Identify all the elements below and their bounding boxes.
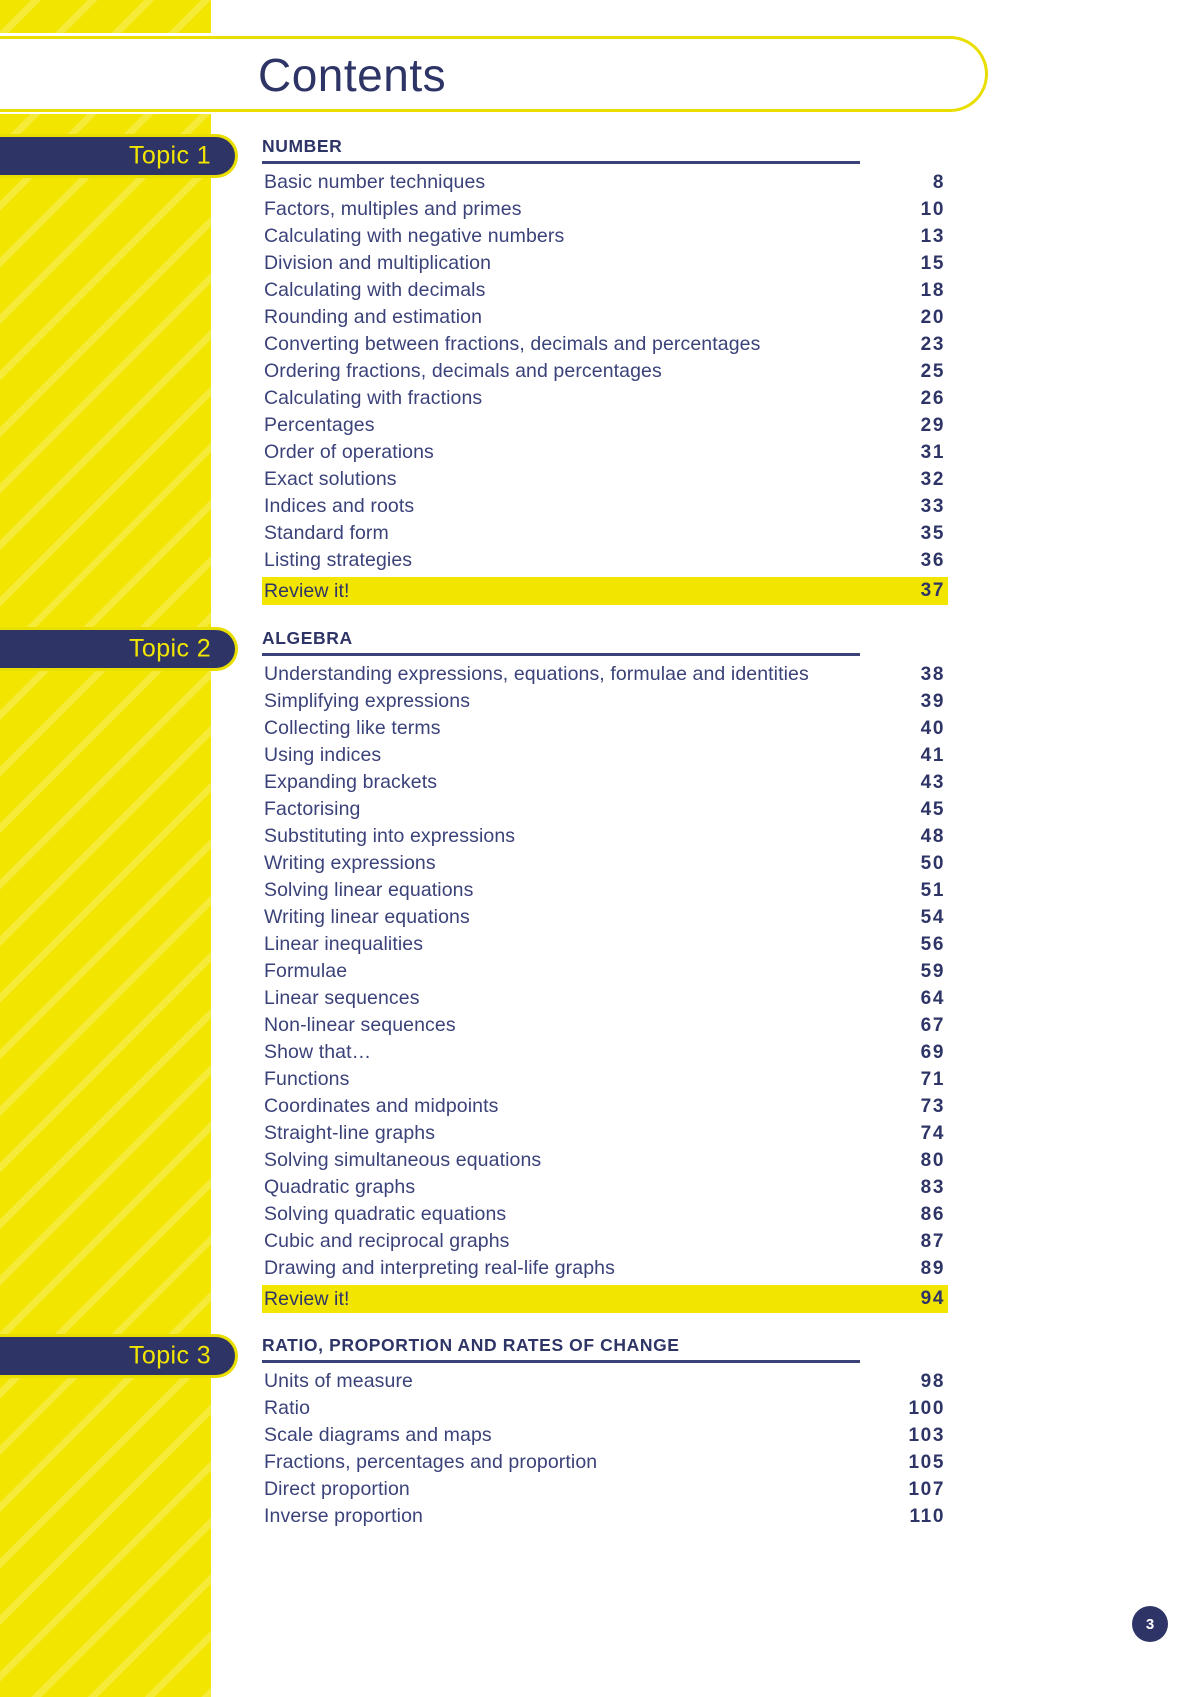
section-divider [262,161,860,164]
contents-entry-row[interactable] [262,690,948,717]
entry-title: Linear sequences [264,987,420,1010]
contents-entry-row[interactable] [262,1041,948,1068]
entry-title: Coordinates and midpoints [264,1095,499,1118]
contents-entry-row[interactable] [262,360,948,387]
contents-entry-row[interactable] [262,1203,948,1230]
contents-entry-row[interactable] [262,1370,948,1397]
entry-page-number: 71 [920,1069,945,1091]
entry-page-number: 15 [920,253,945,275]
entry-page-number: 13 [920,226,945,248]
topic-section-1 [262,136,948,605]
contents-entry-row[interactable] [262,1122,948,1149]
contents-entry-row[interactable] [262,279,948,306]
entry-page-number: 67 [920,1015,945,1037]
entry-title: Understanding expressions, equations, formulae and identities [264,663,809,686]
contents-entry-row[interactable] [262,252,948,279]
contents-entry-row[interactable] [262,1176,948,1203]
entry-page-number: 83 [920,1177,945,1199]
contents-entry-row[interactable] [262,960,948,987]
contents-entry-row[interactable] [262,306,948,333]
contents-entry-row[interactable] [262,495,948,522]
entry-page-number: 103 [908,1425,945,1447]
contents-entry-row[interactable] [262,852,948,879]
entry-page-number: 45 [920,799,945,821]
contents-entry-row[interactable] [262,1478,948,1505]
review-it-row[interactable] [262,577,948,605]
contents-entry-row[interactable] [262,441,948,468]
entry-title: Formulae [264,960,348,983]
contents-entry-row[interactable] [262,1424,948,1451]
entry-page-number: 50 [920,853,945,875]
contents-entry-row[interactable] [262,987,948,1014]
contents-entry-row[interactable] [262,744,948,771]
entry-title: Ordering fractions, decimals and percentages [264,360,662,383]
entry-page-number: 23 [920,334,945,356]
entry-title: Direct proportion [264,1478,410,1501]
entry-page-number: 38 [920,664,945,686]
entry-page-number: 73 [920,1096,945,1118]
entry-page-number: 51 [920,880,945,902]
contents-entry-row[interactable] [262,171,948,198]
entry-page-number: 56 [920,934,945,956]
entry-page-number: 36 [920,550,945,572]
section-divider [262,1360,860,1363]
entry-title: Indices and roots [264,495,415,518]
entry-title: Basic number techniques [264,171,486,194]
entry-title: Functions [264,1068,350,1091]
topic-section-3 [262,1335,948,1532]
entry-page-number: 8 [932,172,945,194]
entry-title: Solving quadratic equations [264,1203,507,1226]
page-number-badge: 3 [1132,1606,1168,1642]
contents-entry-row[interactable] [262,1397,948,1424]
contents-entry-row[interactable] [262,825,948,852]
entry-title: Expanding brackets [264,771,438,794]
entry-page-number: 32 [920,469,945,491]
entry-title: Drawing and interpreting real-life graphs [264,1257,615,1280]
entry-page-number: 107 [908,1479,945,1501]
contents-entry-row[interactable] [262,387,948,414]
contents-entry-row[interactable] [262,549,948,576]
entry-title: Quadratic graphs [264,1176,416,1199]
section-divider [262,653,860,656]
entry-page-number: 80 [920,1150,945,1172]
entry-page-number: 86 [920,1204,945,1226]
entry-page-number: 94 [920,1288,945,1310]
contents-entry-row[interactable] [262,1014,948,1041]
entry-page-number: 10 [920,199,945,221]
contents-header-pill [0,36,988,112]
contents-entry-row[interactable] [262,522,948,549]
entry-title: Straight-line graphs [264,1122,436,1145]
contents-entry-row[interactable] [262,663,948,690]
contents-entry-row[interactable] [262,414,948,441]
entry-page-number: 31 [920,442,945,464]
entry-title: Cubic and reciprocal graphs [264,1230,510,1253]
topic-section-2 [262,628,948,1313]
contents-entry-list [262,663,948,1313]
contents-entry-row[interactable] [262,1505,948,1532]
contents-entry-row[interactable] [262,1149,948,1176]
entry-page-number: 74 [920,1123,945,1145]
entry-title: Standard form [264,522,389,545]
entry-page-number: 25 [920,361,945,383]
review-it-row[interactable] [262,1285,948,1313]
entry-page-number: 69 [920,1042,945,1064]
entry-title: Order of operations [264,441,434,464]
entry-title: Ratio [264,1397,311,1420]
entry-title: Fractions, percentages and proportion [264,1451,598,1474]
entry-title: Rounding and estimation [264,306,483,329]
section-heading: RATIO, PROPORTION AND RATES OF CHANGE [262,1335,680,1355]
entry-title: Using indices [264,744,382,767]
contents-entry-row[interactable] [262,333,948,360]
entry-title: Writing expressions [264,852,436,875]
entry-page-number: 43 [920,772,945,794]
entry-title: Factorising [264,798,361,821]
topic-badge-label: Topic 1 [128,141,211,170]
entry-title: Substituting into expressions [264,825,516,848]
entry-title: Calculating with fractions [264,387,483,410]
entry-page-number: 105 [908,1452,945,1474]
entry-title: Percentages [264,414,375,437]
entry-page-number: 41 [920,745,945,767]
entry-title: Calculating with decimals [264,279,486,302]
contents-entry-row[interactable] [262,1230,948,1257]
topic-badge-label: Topic 2 [128,634,211,663]
entry-title: Scale diagrams and maps [264,1424,492,1447]
entry-title: Exact solutions [264,468,397,491]
entry-title: Review it! [264,1287,350,1310]
contents-entry-list [262,171,948,605]
entry-title: Division and multiplication [264,252,492,275]
entry-title: Writing linear equations [264,906,470,929]
entry-page-number: 110 [909,1506,945,1528]
section-heading: NUMBER [262,136,343,156]
contents-entry-row[interactable] [262,225,948,252]
entry-page-number: 98 [920,1371,945,1393]
entry-title: Review it! [264,579,350,602]
entry-title: Inverse proportion [264,1505,423,1528]
entry-title: Factors, multiples and primes [264,198,522,221]
entry-title: Collecting like terms [264,717,441,740]
contents-entry-row[interactable] [262,1068,948,1095]
contents-entry-row[interactable] [262,879,948,906]
entry-page-number: 20 [920,307,945,329]
entry-page-number: 26 [920,388,945,410]
entry-page-number: 29 [920,415,945,437]
entry-page-number: 35 [920,523,945,545]
contents-entry-row[interactable] [262,798,948,825]
entry-page-number: 89 [920,1258,945,1280]
entry-page-number: 54 [920,907,945,929]
entry-page-number: 48 [920,826,945,848]
entry-title: Show that… [264,1041,372,1064]
entry-title: Units of measure [264,1370,413,1393]
entry-page-number: 18 [920,280,945,302]
entry-page-number: 59 [920,961,945,983]
topic-badge-label: Topic 3 [128,1341,211,1370]
page-title: Contents [258,49,447,101]
entry-page-number: 100 [908,1398,945,1420]
entry-page-number: 39 [920,691,945,713]
entry-title: Solving simultaneous equations [264,1149,542,1172]
contents-entry-row[interactable] [262,933,948,960]
entry-page-number: 64 [920,988,945,1010]
entry-title: Listing strategies [264,549,413,572]
contents-entry-row[interactable] [262,1095,948,1122]
contents-entry-row[interactable] [262,1257,948,1284]
entry-title: Non-linear sequences [264,1014,456,1037]
contents-entry-row[interactable] [262,771,948,798]
contents-entry-row[interactable] [262,198,948,225]
contents-entry-row[interactable] [262,906,948,933]
entry-page-number: 87 [920,1231,945,1253]
entry-page-number: 40 [920,718,945,740]
entry-title: Simplifying expressions [264,690,471,713]
entry-title: Calculating with negative numbers [264,225,565,248]
entry-title: Converting between fractions, decimals and percentages [264,333,761,356]
topic-badge-3[interactable] [0,1334,238,1378]
entry-title: Solving linear equations [264,879,474,902]
topic-badge-1[interactable] [0,134,238,178]
section-heading: ALGEBRA [262,628,353,648]
contents-entry-list [262,1370,948,1532]
contents-entry-row[interactable] [262,717,948,744]
entry-title: Linear inequalities [264,933,424,956]
entry-page-number: 37 [920,580,945,602]
entry-page-number: 33 [920,496,945,518]
topic-badge-2[interactable] [0,627,238,671]
contents-entry-row[interactable] [262,1451,948,1478]
contents-entry-row[interactable] [262,468,948,495]
